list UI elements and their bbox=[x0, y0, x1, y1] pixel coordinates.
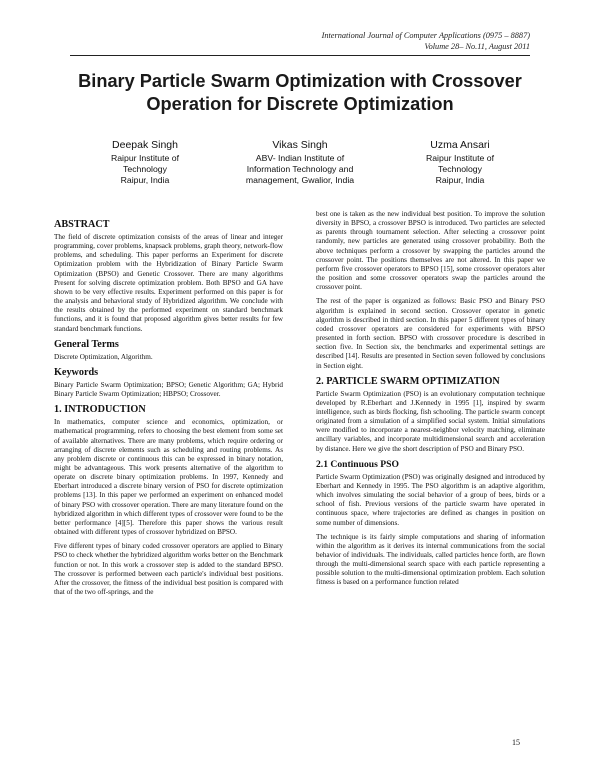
author-affiliation-1: ABV- Indian Institute of bbox=[255, 153, 345, 163]
pso-text: Particle Swarm Optimization (PSO) is an evolutionary computation technique developed by R.Eberhart and J.Kennedy in 1995 [1], inspired by swarm intelligence, such as birds flocking, fish schooling. The particle swarm concept originated from a simulation of a simplified social system. Initial simulations were modified to incorporate a nearest-neighbor velocity matching, eliminate ancillary variables, and incorporate multidimensional search and acceleration by distance. Here we give the short description of PSO and Binary PSO. bbox=[316, 389, 545, 453]
author-name: Uzma Ansari bbox=[430, 139, 490, 151]
header-rule bbox=[70, 55, 530, 56]
author-1 bbox=[80, 138, 210, 185]
author-name: Vikas Singh bbox=[272, 139, 328, 151]
author-affiliation-2: Information Technology and bbox=[246, 163, 354, 174]
left-column bbox=[54, 214, 283, 602]
abstract-text: The field of discrete optimization consists of the areas of linear and integer programming, cover problems, knapsack problems, graph theory, network-flow problems, and scheduling. This paper performs an Experiment for discrete Optimization problem with the Hybridization of Binary Particle Swarm Optimization (BPSO) and Genetic Crossover. There are many algorithms Present for solving discrete optimization problem. Both BPSO and GA have shown to be very effective results. Experiment performed on this paper is for the analysis and behavioral study of Hybridized algorithm. We conclude with the results obtained by the performed experiment on standard benchmark functions, and it is found that proposed algorithm gives better results for few standard benchmark functions. bbox=[54, 233, 283, 333]
title-line-2: Operation for Discrete Optimization bbox=[146, 94, 454, 114]
paper-title bbox=[40, 70, 560, 116]
author-2 bbox=[230, 138, 370, 185]
journal-name: International Journal of Computer Applications (0975 – 8887) bbox=[321, 31, 530, 40]
right-column bbox=[316, 210, 545, 593]
author-affiliation-2: Technology bbox=[438, 163, 482, 174]
intro-paragraph-1: In mathematics, computer science and economics, optimization, or mathematical programming, refers to choosing the best element from some set of available alternatives. There are many problems, which require ordering or arranging of discrete elements such as scheduling and routing problems. As any problem discrete or continuous this can be expressed in binary notation, might be advantageous. This work presents alternative of the algorithm to operate on discrete binary optimization problems. In 1997, Kennedy and Eberhart introduced a discrete binary version of PSO for discrete optimization problems [13]. In this paper we performed an experiment on enhanced model of binary PSO with crossover operation. There are many literature found on the hybridized algorithm in which different types of crossover were found to be the better performance [4][5]. Therefore this paper shows the various result obtained with different types of crossover hybridized on BPSO. bbox=[54, 418, 283, 537]
intro-paragraph-2: Five different types of binary coded crossover operators are applied to Binary PSO to check whether the hybridized algorithm works better on the Benchmark function or not. In this work a crossover step is added to the standard BPSO. The crossover is performed between each particle's individual best positions. After the crossover, the fitness of the individual best position is compared with that of the two off-springs, and the bbox=[54, 542, 283, 596]
author-affiliation-3: Raipur, India bbox=[435, 174, 485, 185]
author-affiliation-1: Raipur Institute of bbox=[110, 153, 180, 163]
author-affiliation-1: Raipur Institute of bbox=[425, 153, 495, 163]
general-terms-heading: General Terms bbox=[54, 338, 119, 350]
keywords-text: Binary Particle Swarm Optimization; BPSO; Genetic Algorithm; GA; Hybrid Binary Particle Swarm Optimization; HBPSO; Crossover. bbox=[54, 380, 283, 399]
continuous-pso-heading: 2.1 Continuous PSO bbox=[316, 458, 399, 470]
pso-heading: 2. PARTICLE SWARM OPTIMIZATION bbox=[316, 375, 500, 387]
journal-volume: Volume 28– No.11, August 2011 bbox=[424, 42, 530, 51]
author-name: Deepak Singh bbox=[112, 139, 178, 151]
author-affiliation-3: Raipur, India bbox=[120, 174, 170, 185]
keywords-heading: Keywords bbox=[54, 366, 99, 378]
journal-header bbox=[322, 30, 530, 52]
continuous-pso-paragraph-2: The technique is its fairly simple computations and sharing of information within the algorithm as it derives its internal communications from the social behavior of individuals. The individuals, called particles hence forth, are flown through the multi-dimensional search space with each particle representing a possible solution to the multi-dimensional optimization problem. Each solution fitness is based on a performance function related bbox=[316, 532, 545, 587]
continuous-pso-paragraph-1: Particle Swarm Optimization (PSO) was originally designed and introduced by Eberhart and Kennedy in 1995. The PSO algorithm is an adaptive algorithm, which involves simulating the social behavior of a group of bees, birds or a school of fish. Previous versions of the particle swarm have operated in continuous space, where trajectories are defined as changes in position on some number of dimensions. bbox=[316, 472, 545, 527]
page-number: 15 bbox=[512, 738, 520, 747]
intro-paragraph-3: best one is taken as the new individual best position. To improve the solution diversity in BPSO, a crossover BPSO is introduced. Two particles are selected as parents through tournament selection. After selecting a crossover point randomly, new particles are generated using crossover probability. Both the above techniques perform a crossover by swapping the particles around the crossover point. The positions themselves are not altered. In this paper we perform five crossover operators to BPSO [15], some crossover operators alter the position and some crossover operators swap the particles around the crossover point. bbox=[316, 210, 545, 292]
general-terms-text: Discrete Optimization, Algorithm. bbox=[54, 352, 153, 361]
author-3 bbox=[395, 138, 525, 185]
author-affiliation-2: Technology bbox=[123, 163, 167, 174]
title-line-1: Binary Particle Swarm Optimization with Crossover bbox=[78, 71, 522, 91]
author-affiliation-3: management, Gwalior, India bbox=[245, 174, 355, 185]
abstract-heading: ABSTRACT bbox=[54, 219, 110, 230]
intro-heading: 1. INTRODUCTION bbox=[54, 404, 146, 416]
intro-paragraph-4: The rest of the paper is organized as follows: Basic PSO and Binary PSO algorithm is explained in second section. Crossover operator in genetic algorithm is described in third section. In this paper 5 different types of binary coded crossover operators are considered for experiments with BPSO presented in forth section. BPSO with crossover procedure is described in section five. In Section six, the benchmarks and experimental settings are described [14]. Results are presented in Section seven followed by conclusions in Section eight. bbox=[316, 297, 545, 370]
